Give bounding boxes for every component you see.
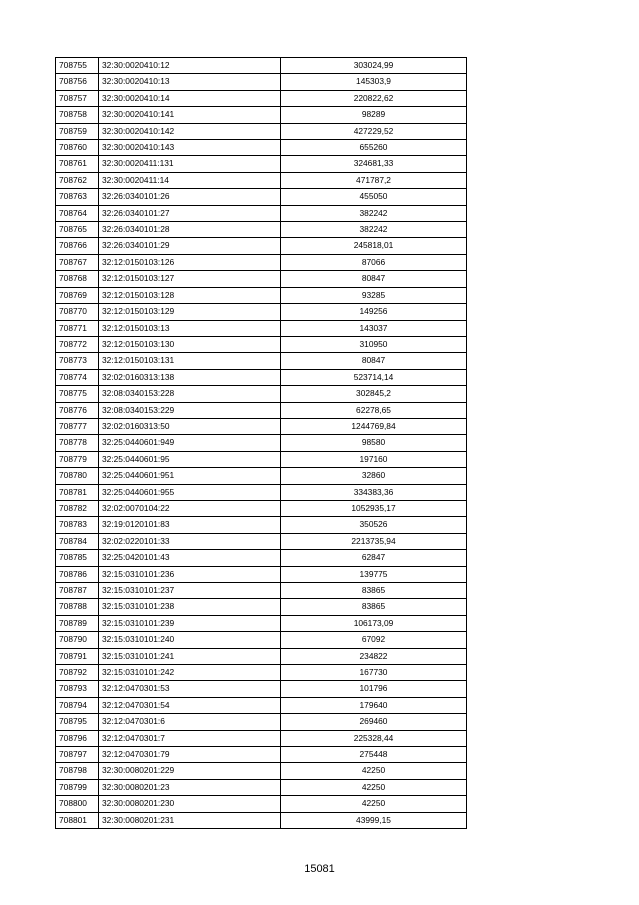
cadastral-value-cell: 455050: [281, 189, 467, 205]
row-id-cell: 708764: [56, 205, 99, 221]
row-id-cell: 708768: [56, 271, 99, 287]
table-row: [56, 648, 467, 664]
row-id-cell: 708761: [56, 156, 99, 172]
row-id-cell: 708779: [56, 451, 99, 467]
cadastral-number-cell: 32:19:0120101:83: [99, 517, 281, 533]
cadastral-value-cell: 427229,52: [281, 123, 467, 139]
cadastral-value-cell: 471787,2: [281, 172, 467, 188]
table-row: [56, 697, 467, 713]
table-row: [56, 566, 467, 582]
cadastral-number-cell: 32:25:0440601:95: [99, 451, 281, 467]
cadastral-number-cell: 32:30:0020410:13: [99, 74, 281, 90]
table-row: [56, 763, 467, 779]
row-id-cell: 708775: [56, 386, 99, 402]
cadastral-value-cell: 67092: [281, 632, 467, 648]
cadastral-number-cell: 32:12:0150103:128: [99, 287, 281, 303]
cadastral-number-cell: 32:30:0020410:14: [99, 90, 281, 106]
row-id-cell: 708785: [56, 550, 99, 566]
cadastral-number-cell: 32:30:0080201:23: [99, 779, 281, 795]
table-row: [56, 369, 467, 385]
row-id-cell: 708795: [56, 714, 99, 730]
table-row: [56, 238, 467, 254]
cadastral-number-cell: 32:12:0470301:6: [99, 714, 281, 730]
cadastral-value-cell: 98289: [281, 107, 467, 123]
table-row: [56, 90, 467, 106]
row-id-cell: 708759: [56, 123, 99, 139]
cadastral-value-cell: 83865: [281, 599, 467, 615]
cadastral-value-cell: 42250: [281, 796, 467, 812]
cadastral-value-cell: 80847: [281, 271, 467, 287]
row-id-cell: 708766: [56, 238, 99, 254]
row-id-cell: 708767: [56, 254, 99, 270]
cadastral-number-cell: 32:12:0470301:53: [99, 681, 281, 697]
cadastral-number-cell: 32:30:0020411:131: [99, 156, 281, 172]
row-id-cell: 708776: [56, 402, 99, 418]
row-id-cell: 708771: [56, 320, 99, 336]
cadastral-value-cell: 269460: [281, 714, 467, 730]
table-row: [56, 747, 467, 763]
table-row: [56, 172, 467, 188]
row-id-cell: 708772: [56, 336, 99, 352]
row-id-cell: 708798: [56, 763, 99, 779]
row-id-cell: 708762: [56, 172, 99, 188]
row-id-cell: 708790: [56, 632, 99, 648]
table-row: [56, 484, 467, 500]
row-id-cell: 708789: [56, 615, 99, 631]
cadastral-value-cell: 80847: [281, 353, 467, 369]
table-row: [56, 402, 467, 418]
table-row: [56, 468, 467, 484]
table-row: [56, 730, 467, 746]
cadastral-value-cell: 225328,44: [281, 730, 467, 746]
cadastral-value-cell: 382242: [281, 205, 467, 221]
cadastral-number-cell: 32:12:0150103:127: [99, 271, 281, 287]
table-row: [56, 205, 467, 221]
row-id-cell: 708760: [56, 140, 99, 156]
cadastral-number-cell: 32:12:0470301:79: [99, 747, 281, 763]
cadastral-value-cell: 42250: [281, 779, 467, 795]
row-id-cell: 708788: [56, 599, 99, 615]
cadastral-number-cell: 32:26:0340101:26: [99, 189, 281, 205]
table-row: [56, 271, 467, 287]
row-id-cell: 708783: [56, 517, 99, 533]
cadastral-value-cell: 42250: [281, 763, 467, 779]
cadastral-number-cell: 32:02:0160313:138: [99, 369, 281, 385]
table-row: [56, 156, 467, 172]
cadastral-value-cell: 98580: [281, 435, 467, 451]
table-row: [56, 550, 467, 566]
cadastral-value-cell: 93285: [281, 287, 467, 303]
table-row: [56, 779, 467, 795]
cadastral-value-cell: 275448: [281, 747, 467, 763]
cadastral-value-cell: 324681,33: [281, 156, 467, 172]
table-row: [56, 353, 467, 369]
table-row: [56, 599, 467, 615]
cadastral-number-cell: 32:25:0440601:949: [99, 435, 281, 451]
row-id-cell: 708784: [56, 533, 99, 549]
table-row: [56, 320, 467, 336]
cadastral-number-cell: 32:26:0340101:27: [99, 205, 281, 221]
cadastral-value-cell: 106173,09: [281, 615, 467, 631]
row-id-cell: 708801: [56, 812, 99, 828]
cadastral-number-cell: 32:25:0440601:955: [99, 484, 281, 500]
cadastral-number-cell: 32:02:0160313:50: [99, 418, 281, 434]
table-row: [56, 58, 467, 74]
table-row: [56, 583, 467, 599]
cadastral-number-cell: 32:30:0080201:231: [99, 812, 281, 828]
table-row: [56, 254, 467, 270]
cadastral-value-cell: 62847: [281, 550, 467, 566]
cadastral-number-cell: 32:30:0080201:230: [99, 796, 281, 812]
table-row: [56, 517, 467, 533]
table-row: [56, 287, 467, 303]
row-id-cell: 708782: [56, 500, 99, 516]
cadastral-value-cell: 382242: [281, 222, 467, 238]
cadastral-value-cell: 167730: [281, 665, 467, 681]
row-id-cell: 708787: [56, 583, 99, 599]
cadastral-value-cell: 32860: [281, 468, 467, 484]
row-id-cell: 708774: [56, 369, 99, 385]
cadastral-number-cell: 32:26:0340101:29: [99, 238, 281, 254]
cadastral-value-cell: 523714,14: [281, 369, 467, 385]
table-row: [56, 615, 467, 631]
cadastral-number-cell: 32:02:0220101:33: [99, 533, 281, 549]
cadastral-number-cell: 32:30:0020410:142: [99, 123, 281, 139]
row-id-cell: 708778: [56, 435, 99, 451]
table-row: [56, 222, 467, 238]
cadastral-value-cell: 302845,2: [281, 386, 467, 402]
cadastral-number-cell: 32:30:0020411:14: [99, 172, 281, 188]
row-id-cell: 708786: [56, 566, 99, 582]
cadastral-value-cell: 139775: [281, 566, 467, 582]
table-row: [56, 107, 467, 123]
cadastral-number-cell: 32:02:0070104:22: [99, 500, 281, 516]
cadastral-value-cell: 245818,01: [281, 238, 467, 254]
table-row: [56, 386, 467, 402]
cadastral-value-cell: 197160: [281, 451, 467, 467]
cadastral-value-cell: 101796: [281, 681, 467, 697]
row-id-cell: 708758: [56, 107, 99, 123]
row-id-cell: 708794: [56, 697, 99, 713]
table-row: [56, 189, 467, 205]
cadastral-number-cell: 32:12:0150103:126: [99, 254, 281, 270]
cadastral-number-cell: 32:15:0310101:238: [99, 599, 281, 615]
row-id-cell: 708800: [56, 796, 99, 812]
cadastral-number-cell: 32:26:0340101:28: [99, 222, 281, 238]
table-row: [56, 418, 467, 434]
cadastral-value-cell: 1244769,84: [281, 418, 467, 434]
cadastral-value-cell: 179640: [281, 697, 467, 713]
row-id-cell: 708793: [56, 681, 99, 697]
cadastral-value-cell: 43999,15: [281, 812, 467, 828]
table-row: [56, 533, 467, 549]
cadastral-value-cell: 220822,62: [281, 90, 467, 106]
cadastral-number-cell: 32:30:0020410:143: [99, 140, 281, 156]
cadastral-value-cell: 1052935,17: [281, 500, 467, 516]
cadastral-number-cell: 32:12:0150103:130: [99, 336, 281, 352]
table-row: [56, 714, 467, 730]
table-row: [56, 451, 467, 467]
cadastral-value-cell: 149256: [281, 304, 467, 320]
cadastral-value-cell: 2213735,94: [281, 533, 467, 549]
table-row: [56, 500, 467, 516]
cadastral-number-cell: 32:08:0340153:229: [99, 402, 281, 418]
table-body: [56, 58, 467, 829]
cadastral-number-cell: 32:15:0310101:241: [99, 648, 281, 664]
row-id-cell: 708770: [56, 304, 99, 320]
table-row: [56, 336, 467, 352]
table-row: [56, 812, 467, 828]
row-id-cell: 708773: [56, 353, 99, 369]
cadastral-number-cell: 32:25:0440601:951: [99, 468, 281, 484]
cadastral-value-cell: 655260: [281, 140, 467, 156]
row-id-cell: 708757: [56, 90, 99, 106]
row-id-cell: 708792: [56, 665, 99, 681]
cadastral-value-cell: 350526: [281, 517, 467, 533]
cadastral-value-cell: 83865: [281, 583, 467, 599]
table-row: [56, 632, 467, 648]
row-id-cell: 708755: [56, 58, 99, 74]
cadastral-value-cell: 143037: [281, 320, 467, 336]
cadastral-value-cell: 234822: [281, 648, 467, 664]
row-id-cell: 708797: [56, 747, 99, 763]
table-row: [56, 304, 467, 320]
row-id-cell: 708769: [56, 287, 99, 303]
cadastral-number-cell: 32:25:0420101:43: [99, 550, 281, 566]
row-id-cell: 708791: [56, 648, 99, 664]
cadastral-value-cell: 145303,9: [281, 74, 467, 90]
cadastral-number-cell: 32:30:0020410:12: [99, 58, 281, 74]
row-id-cell: 708777: [56, 418, 99, 434]
table-row: [56, 123, 467, 139]
table-row: [56, 681, 467, 697]
row-id-cell: 708796: [56, 730, 99, 746]
cadastral-value-cell: 310950: [281, 336, 467, 352]
cadastral-number-cell: 32:15:0310101:236: [99, 566, 281, 582]
table-row: [56, 74, 467, 90]
cadastral-number-cell: 32:30:0080201:229: [99, 763, 281, 779]
row-id-cell: 708799: [56, 779, 99, 795]
cadastral-number-cell: 32:15:0310101:237: [99, 583, 281, 599]
page-number: 15081: [304, 863, 335, 875]
cadastral-number-cell: 32:12:0150103:13: [99, 320, 281, 336]
cadastral-number-cell: 32:12:0150103:131: [99, 353, 281, 369]
cadastral-number-cell: 32:12:0470301:7: [99, 730, 281, 746]
cadastral-value-cell: 334383,36: [281, 484, 467, 500]
row-id-cell: 708765: [56, 222, 99, 238]
cadastral-value-cell: 62278,65: [281, 402, 467, 418]
cadastral-value-cell: 87066: [281, 254, 467, 270]
table-row: [56, 435, 467, 451]
table-row: [56, 796, 467, 812]
cadastral-number-cell: 32:15:0310101:242: [99, 665, 281, 681]
row-id-cell: 708756: [56, 74, 99, 90]
cadastral-number-cell: 32:30:0020410:141: [99, 107, 281, 123]
row-id-cell: 708781: [56, 484, 99, 500]
table-row: [56, 140, 467, 156]
table-row: [56, 665, 467, 681]
cadastral-number-cell: 32:12:0150103:129: [99, 304, 281, 320]
cadastral-value-table: [55, 57, 467, 829]
cadastral-number-cell: 32:08:0340153:228: [99, 386, 281, 402]
cadastral-number-cell: 32:15:0310101:240: [99, 632, 281, 648]
cadastral-number-cell: 32:15:0310101:239: [99, 615, 281, 631]
row-id-cell: 708780: [56, 468, 99, 484]
cadastral-number-cell: 32:12:0470301:54: [99, 697, 281, 713]
cadastral-value-cell: 303024,99: [281, 58, 467, 74]
row-id-cell: 708763: [56, 189, 99, 205]
